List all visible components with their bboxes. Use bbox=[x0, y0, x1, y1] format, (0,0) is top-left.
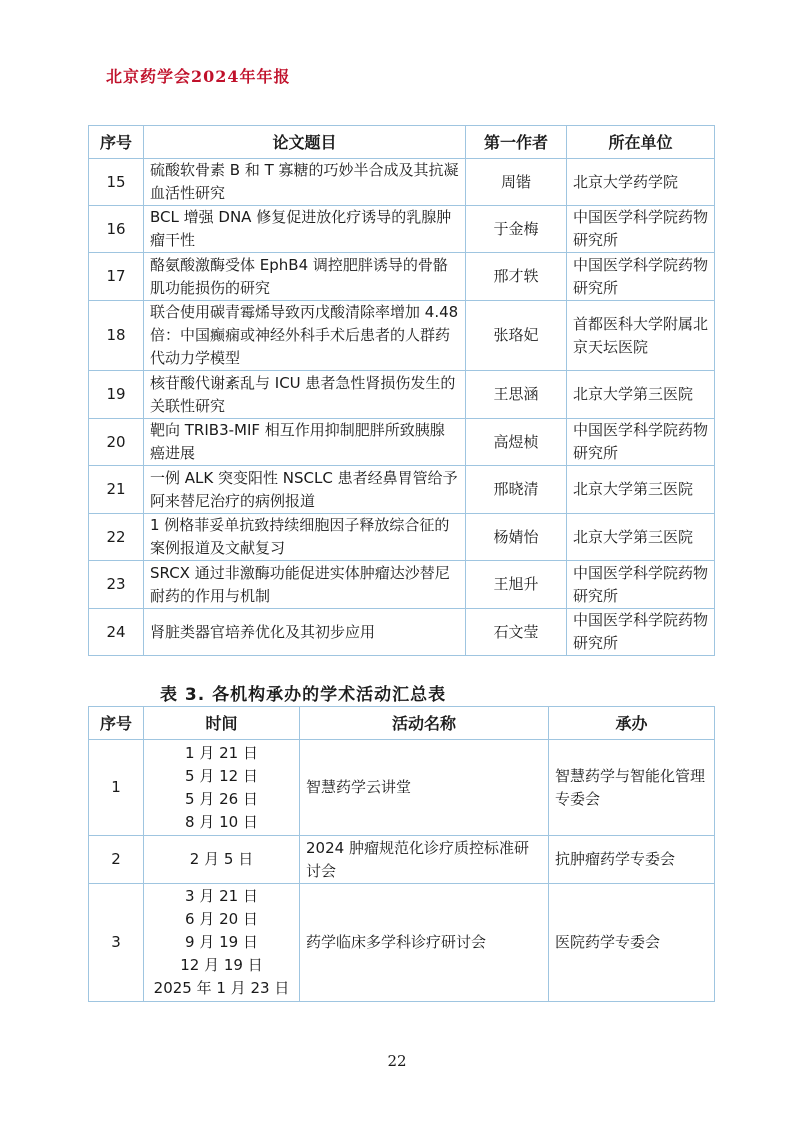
row-index: 21 bbox=[89, 466, 144, 514]
first-author: 周锴 bbox=[466, 159, 567, 206]
table-row bbox=[89, 159, 715, 206]
first-author: 邢才轶 bbox=[466, 253, 567, 301]
affiliation: 中国医学科学院药物研究所 bbox=[567, 206, 715, 253]
table-row bbox=[89, 301, 715, 371]
activity-date: 6 月 20 日 bbox=[185, 910, 258, 928]
paper-title: 核苷酸代谢紊乱与 ICU 患者急性肾损伤发生的关联性研究 bbox=[144, 371, 466, 419]
activity-dates bbox=[144, 836, 300, 884]
row-index: 1 bbox=[89, 740, 144, 836]
activity-date: 5 月 26 日 bbox=[185, 789, 258, 808]
affiliation: 首都医科大学附属北京天坛医院 bbox=[567, 301, 715, 371]
table-row bbox=[89, 514, 715, 561]
page-number: 22 bbox=[387, 1052, 407, 1070]
activity-dates bbox=[144, 740, 300, 836]
table-row bbox=[89, 466, 715, 514]
activity-dates bbox=[144, 884, 300, 1002]
paper-title: 1 例格菲妥单抗致持续细胞因子释放综合征的案例报道及文献复习 bbox=[144, 514, 466, 561]
table-row bbox=[89, 836, 715, 884]
row-index: 22 bbox=[89, 514, 144, 561]
activity-date: 9 月 19 日 bbox=[185, 933, 258, 951]
activity-host: 医院药学专委会 bbox=[549, 884, 715, 1002]
affiliation: 中国医学科学院药物研究所 bbox=[567, 419, 715, 466]
first-author: 高煜桢 bbox=[466, 419, 567, 466]
activity-date: 2025 年 1 月 23 日 bbox=[153, 979, 290, 997]
activity-host: 抗肿瘤药学专委会 bbox=[549, 836, 715, 884]
table-row bbox=[89, 561, 715, 609]
paper-title: 硫酸软骨素 B 和 T 寡糖的巧妙半合成及其抗凝血活性研究 bbox=[144, 159, 466, 206]
row-index: 18 bbox=[89, 301, 144, 371]
first-author: 张珞妃 bbox=[466, 301, 567, 371]
row-index: 15 bbox=[89, 159, 144, 206]
papers-table-header-row bbox=[89, 126, 715, 159]
affiliation: 中国医学科学院药物研究所 bbox=[567, 609, 715, 656]
row-index: 2 bbox=[89, 836, 144, 884]
paper-title: 肾脏类器官培养优化及其初步应用 bbox=[144, 609, 466, 656]
activity-host: 智慧药学与智能化管理专委会 bbox=[549, 740, 715, 836]
paper-title: 酪氨酸激酶受体 EphB4 调控肥胖诱导的骨骼肌功能损伤的研究 bbox=[144, 253, 466, 301]
affiliation: 中国医学科学院药物研究所 bbox=[567, 253, 715, 301]
paper-title: BCL 增强 DNA 修复促进放化疗诱导的乳腺肿瘤干性 bbox=[144, 206, 466, 253]
row-index: 23 bbox=[89, 561, 144, 609]
table-row bbox=[89, 371, 715, 419]
activity-date: 5 月 12 日 bbox=[185, 766, 258, 785]
activity-name: 智慧药学云讲堂 bbox=[300, 740, 549, 836]
table-row bbox=[89, 609, 715, 656]
row-index: 17 bbox=[89, 253, 144, 301]
table-row bbox=[89, 419, 715, 466]
activity-date: 2 月 5 日 bbox=[189, 850, 254, 868]
header-index: 序号 bbox=[89, 126, 144, 159]
first-author: 于金梅 bbox=[466, 206, 567, 253]
activities-table bbox=[88, 706, 715, 1002]
activity-date: 1 月 21 日 bbox=[185, 743, 258, 762]
table-row bbox=[89, 740, 715, 836]
paper-title: 联合使用碳青霉烯导致丙戊酸清除率增加 4.48 倍：中国癫痫或神经外科手术后患者的人群药代动力学模型 bbox=[144, 301, 466, 371]
row-index: 16 bbox=[89, 206, 144, 253]
affiliation: 北京大学第三医院 bbox=[567, 371, 715, 419]
activity-date: 3 月 21 日 bbox=[185, 887, 258, 905]
first-author: 邢晓清 bbox=[466, 466, 567, 514]
row-index: 3 bbox=[89, 884, 144, 1002]
affiliation: 北京大学第三医院 bbox=[567, 514, 715, 561]
header-activity-name: 活动名称 bbox=[300, 707, 549, 740]
activity-name: 药学临床多学科诊疗研讨会 bbox=[300, 884, 549, 1002]
table-caption: 表 3. 各机构承办的学术活动汇总表 bbox=[160, 685, 447, 705]
first-author: 王思涵 bbox=[466, 371, 567, 419]
activity-date: 8 月 10 日 bbox=[185, 812, 258, 831]
header-index: 序号 bbox=[89, 707, 144, 740]
table-row bbox=[89, 206, 715, 253]
paper-title: 一例 ALK 突变阳性 NSCLC 患者经鼻胃管给予阿来替尼治疗的病例报道 bbox=[144, 466, 466, 514]
first-author: 杨婧怡 bbox=[466, 514, 567, 561]
paper-title: SRCX 通过非激酶功能促进实体肿瘤达沙替尼耐药的作用与机制 bbox=[144, 561, 466, 609]
row-index: 20 bbox=[89, 419, 144, 466]
header-affiliation: 所在单位 bbox=[567, 126, 715, 159]
affiliation: 北京大学药学院 bbox=[567, 159, 715, 206]
papers-table bbox=[88, 125, 715, 656]
activity-name: 2024 肿瘤规范化诊疗质控标准研讨会 bbox=[300, 836, 549, 884]
row-index: 19 bbox=[89, 371, 144, 419]
header-time: 时间 bbox=[144, 707, 300, 740]
table-row bbox=[89, 884, 715, 1002]
activity-date: 12 月 19 日 bbox=[180, 956, 263, 974]
paper-title: 靶向 TRIB3-MIF 相互作用抑制肥胖所致胰腺癌进展 bbox=[144, 419, 466, 466]
activities-table-header-row bbox=[89, 707, 715, 740]
affiliation: 北京大学第三医院 bbox=[567, 466, 715, 514]
header-host: 承办 bbox=[549, 707, 715, 740]
table-row bbox=[89, 253, 715, 301]
row-index: 24 bbox=[89, 609, 144, 656]
header-first-author: 第一作者 bbox=[466, 126, 567, 159]
first-author: 石文莹 bbox=[466, 609, 567, 656]
header-paper-title: 论文题目 bbox=[144, 126, 466, 159]
affiliation: 中国医学科学院药物研究所 bbox=[567, 561, 715, 609]
report-header-title: 北京药学会2024年年报 bbox=[106, 67, 291, 86]
first-author: 王旭升 bbox=[466, 561, 567, 609]
